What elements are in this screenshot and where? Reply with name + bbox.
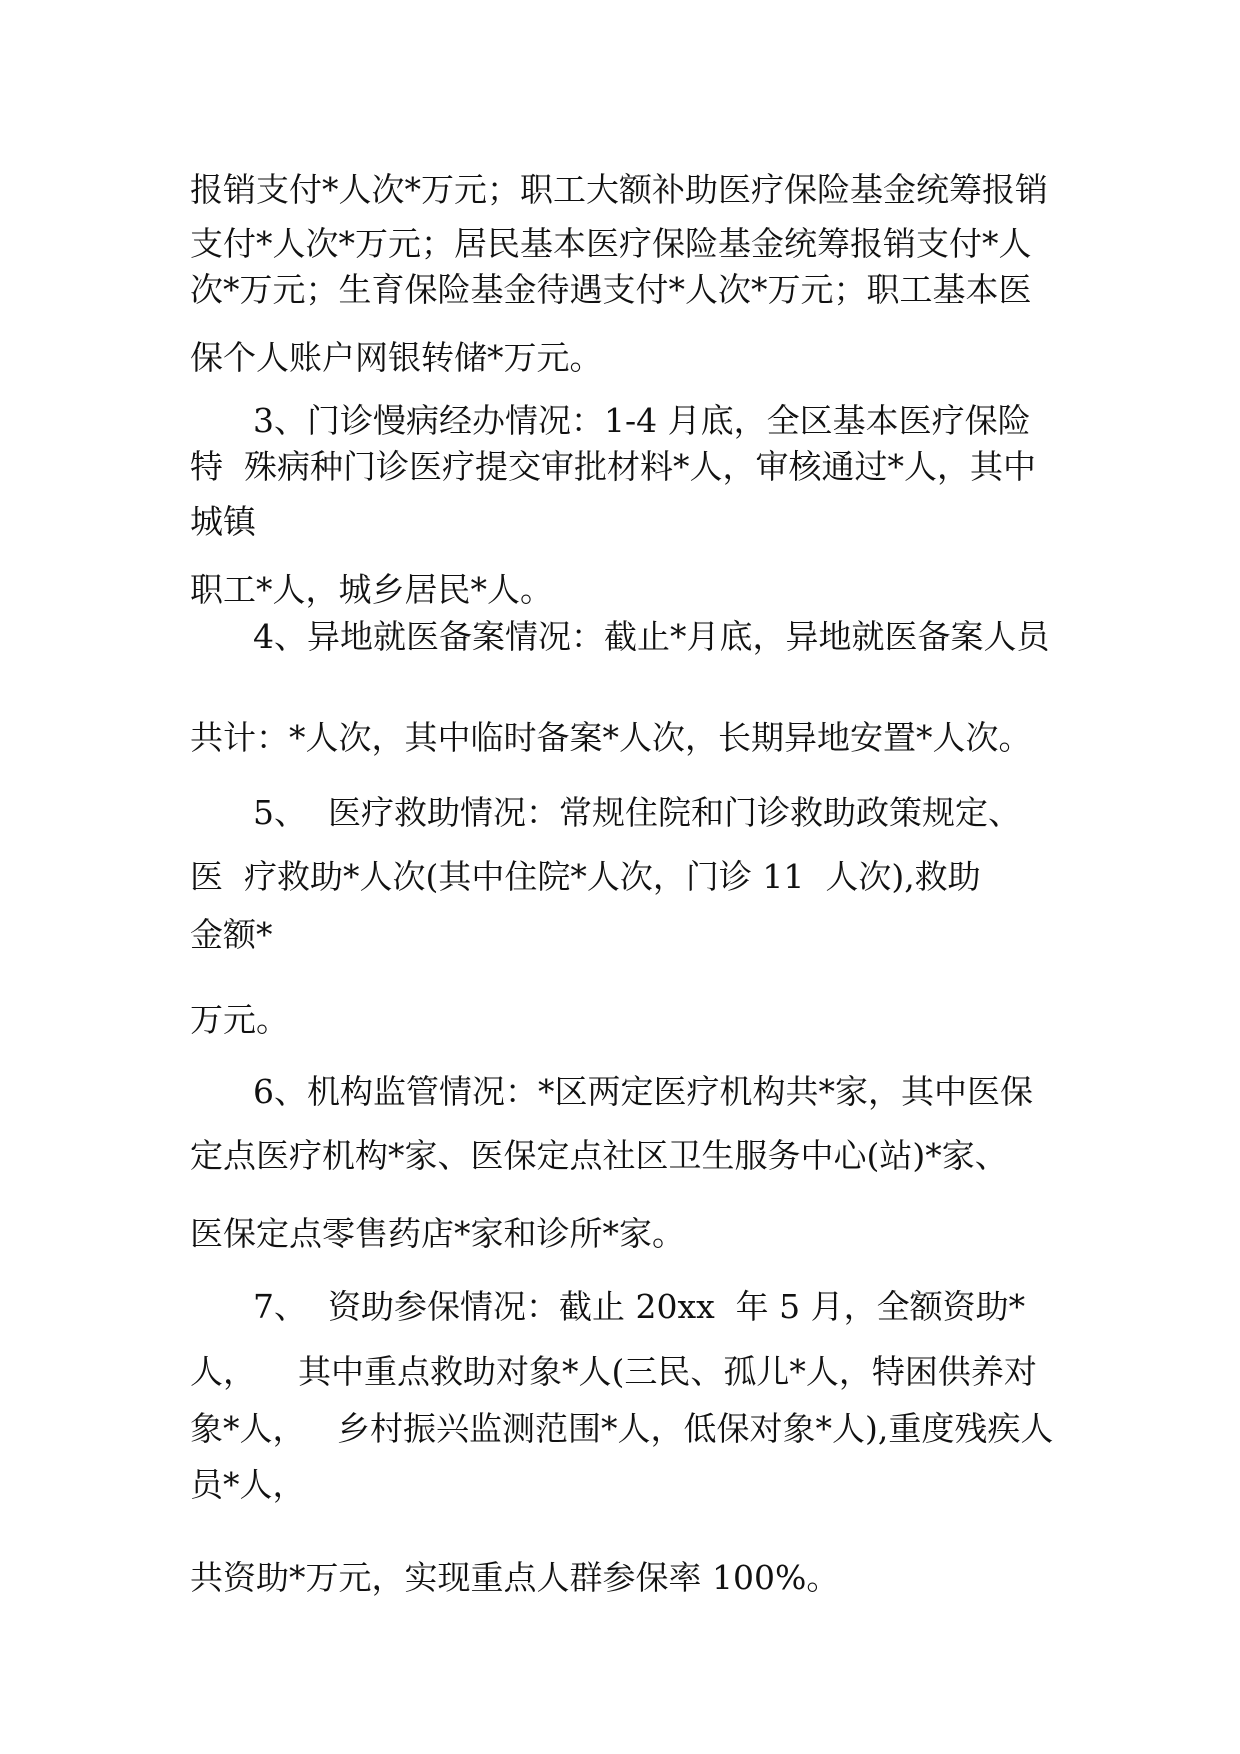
paragraph-line-2: 支付*人次*万元；居民基本医疗保险基金统筹报销支付*人 xyxy=(190,224,1032,263)
section-3-line-3: 城镇 xyxy=(190,502,256,541)
section-3-line-1: 3、门诊慢病经办情况：1-4 月底，全区基本医疗保险 xyxy=(253,401,1031,440)
paragraph-line-4: 保个人账户网银转储*万元。 xyxy=(190,338,603,377)
paragraph-line-1: 报销支付*人次*万元；职工大额补助医疗保险基金统筹报销 xyxy=(190,170,1048,209)
section-5-line-4: 万元。 xyxy=(190,1000,289,1039)
section-6-line-2: 定点医疗机构*家、医保定点社区卫生服务中心(站)*家、 xyxy=(190,1136,1008,1175)
section-5-line-2: 医 疗救助*人次(其中住院*人次，门诊 11 人次),救助 xyxy=(190,857,981,896)
section-3-line-2: 特 殊病种门诊医疗提交审批材料*人，审核通过*人，其中 xyxy=(190,447,1036,486)
paragraph-line-3: 次*万元；生育保险基金待遇支付*人次*万元；职工基本医 xyxy=(190,270,1032,309)
section-6-line-3: 医保定点零售药店*家和诊所*家。 xyxy=(190,1214,685,1253)
section-7-line-5: 共资助*万元，实现重点人群参保率 100%。 xyxy=(190,1558,840,1597)
section-4-line-1: 4、异地就医备案情况：截止*月底，异地就医备案人员 xyxy=(253,617,1050,656)
section-7-line-3: 象*人， 乡村振兴监测范围*人，低保对象*人),重度残疾人 xyxy=(190,1409,1054,1448)
section-5-line-3: 金额* xyxy=(190,915,273,954)
section-6-line-1: 6、机构监管情况：*区两定医疗机构共*家，其中医保 xyxy=(253,1072,1033,1111)
section-4-line-2: 共计：*人次，其中临时备案*人次，长期异地安置*人次。 xyxy=(190,718,1032,757)
section-7-line-1: 7、 资助参保情况：截止 20xx 年 5 月，全额资助* xyxy=(253,1287,1026,1326)
section-5-line-1: 5、 医疗救助情况：常规住院和门诊救助政策规定、 xyxy=(253,793,1021,832)
section-7-line-4: 员*人， xyxy=(190,1465,306,1504)
section-7-line-2: 人， 其中重点救助对象*人(三民、孤儿*人，特困供养对 xyxy=(190,1352,1037,1391)
section-3-line-4: 职工*人，城乡居民*人。 xyxy=(190,570,553,609)
